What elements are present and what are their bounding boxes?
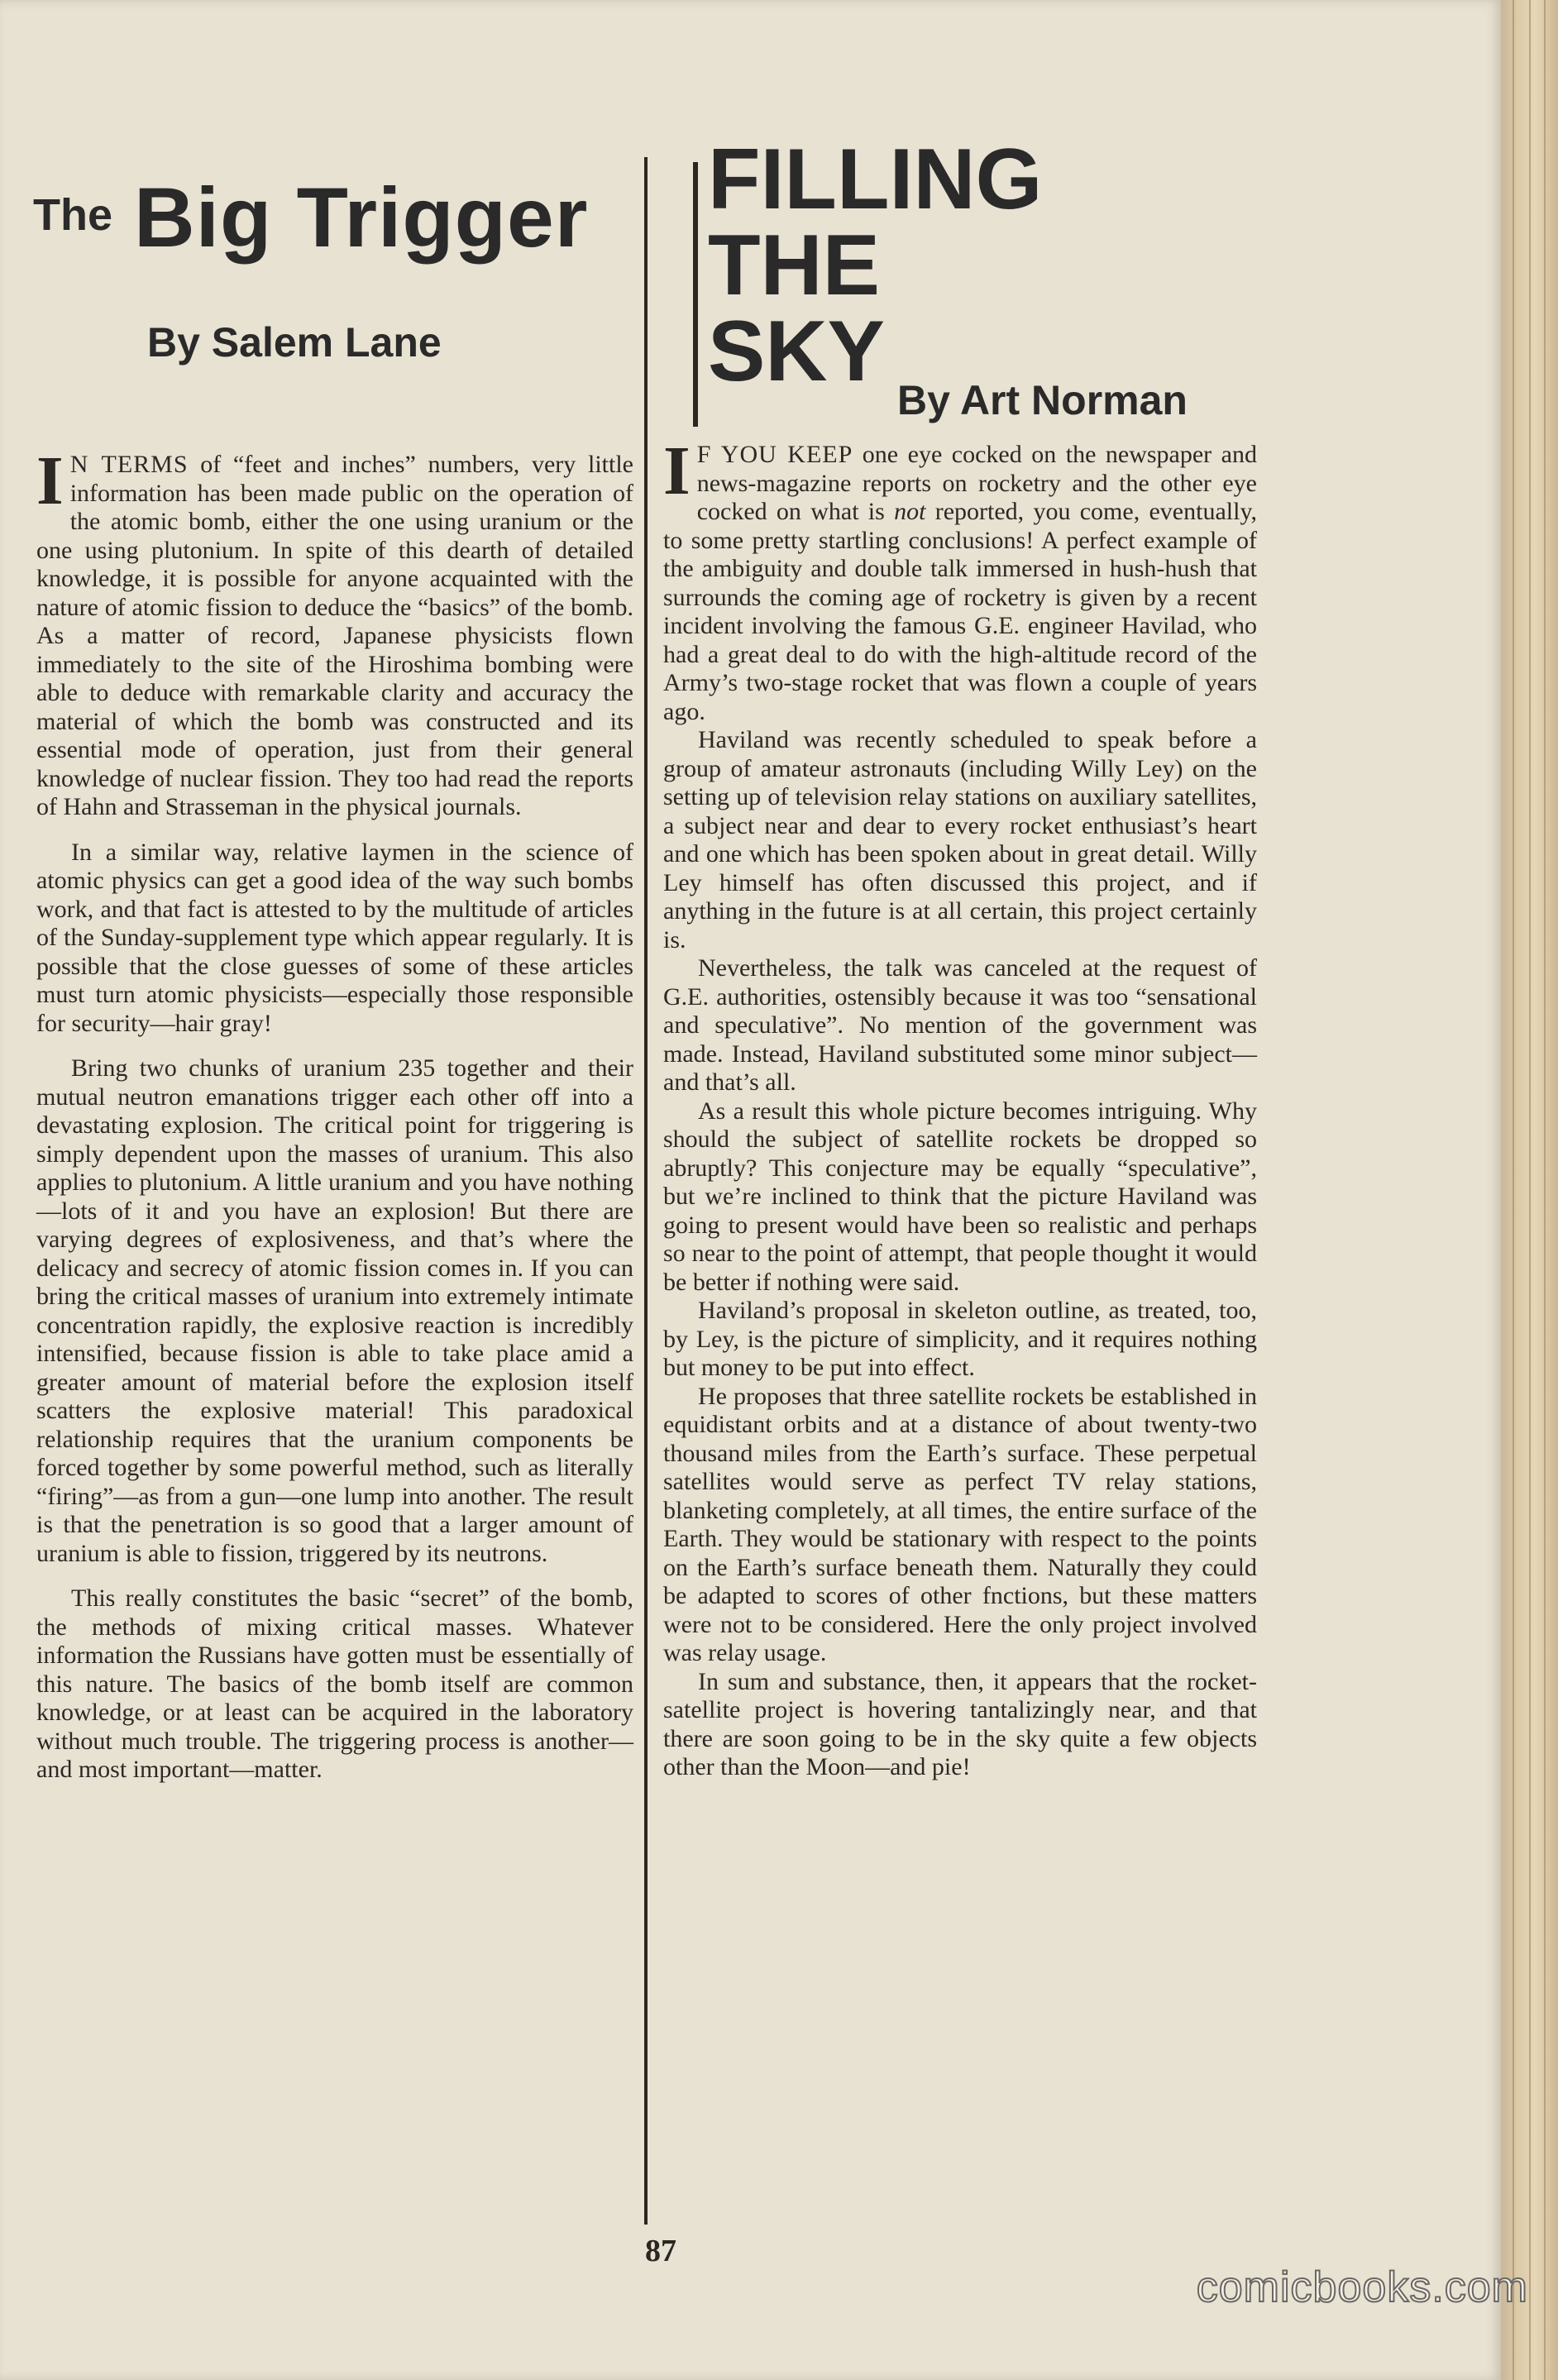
drop-cap: I xyxy=(36,442,64,519)
edge-line xyxy=(1544,0,1546,2380)
watermark: comicbooks.com xyxy=(1196,2263,1528,2311)
paragraph: In sum and substance, then, it appears that the rocket-satellite project is hovering tantalizingly near, and that there are soon going to be in the sky quite a few objects other than the Moon—and pie! xyxy=(663,1667,1257,1780)
paragraph: As a result this whole picture becomes intriguing. Why should the subject of satellite rockets be dropped so abruptly? This conjecture may be equally “speculative”, but we’re inclined to think that the picture Haviland was going to present would have been so realistic and perhaps so near to the point of attempt, that people thought it would be better if nothing were said. xyxy=(663,1097,1257,1296)
drop-cap: I xyxy=(663,433,691,509)
page-edge xyxy=(1501,0,1558,2380)
paragraph: Haviland was recently scheduled to speak before a group of amateur astronauts (including Willy Ley) on the setting up of television relay stations on auxiliary satellites, a subject near and dear to every rocket enthusiast’s heart and one which has been spoken about in great detail. Willy Ley himself has often discussed this project, and if anything in the future is at all certain, this project certainly is. xyxy=(663,726,1257,953)
paragraph: Nevertheless, the talk was canceled at the request of G.E. authorities, ostensibly because it was too “sensational and speculative”. No mention of the government was made. Instead, Haviland substituted some minor subject—and that’s all. xyxy=(663,954,1257,1096)
lead-in: N TERMS xyxy=(69,451,189,478)
paragraph-text: one eye cocked on the newspaper and news-magazine reports on rocketry and the other eye cocked on what is xyxy=(696,441,1257,525)
lead-in: F YOU KEEP xyxy=(696,441,853,468)
edge-line xyxy=(1529,0,1531,2380)
page-number: 87 xyxy=(645,2234,676,2268)
column-divider xyxy=(644,157,648,2225)
emphasis: not xyxy=(894,498,926,525)
paragraph xyxy=(36,442,633,822)
title-line: SKY xyxy=(708,303,885,399)
left-article-title xyxy=(33,170,637,266)
paragraph xyxy=(663,433,1257,726)
paragraph: This really constitutes the basic “secret” of the bomb, the methods of mixing critical masses. Whatever information the Russians have gotten must be essentially of this nature. The basics of the bomb itself are common knowledge, or at least can be acquired in the laboratory without much trouble. The triggering process is another—and most important—matter. xyxy=(36,1584,633,1783)
paragraph-text: reported, you come, eventually, to some pretty startling conclusions! A perfect example of the ambiguity and double talk immersed in hush-hush that surrounds the coming age of rocketry is given by a recent incident involving the famous G.E. engineer Havilad, who had a great deal to do with the high-altitude record of the Army’s two-stage rocket that was flown a couple of years ago. xyxy=(663,498,1257,725)
paragraph: Haviland’s proposal in skeleton outline, as treated, too, by Ley, is the picture of simplicity, and it requires nothing but money to be put into effect. xyxy=(663,1297,1257,1381)
paragraph: In a similar way, relative laymen in the science of atomic physics can get a good idea of the way such bombs work, and that fact is attested to by the multitude of articles of the Sunday-supplement type which appear regularly. It is possible that the close guesses of some of these articles must turn atomic physicists—especially those responsible for security—hair gray! xyxy=(36,838,633,1037)
right-article-title xyxy=(708,131,1043,399)
paragraph-text: of “feet and inches” numbers, very little information has been made public on the operation of the atomic bomb, either the one using uranium or the one using plutonium. In spite of this dearth of detailed knowledge, it is possible for anyone acquainted with the nature of atomic fission to deduce the “basics” of the bomb. As a matter of record, Japanese physicists flown immediately to the site of the Hiroshima bombing were able to deduce with remarkable clarity and accuracy the material of which the bomb was constructed and its essential mode of operation, just from their general knowledge of nuclear fission. They too had read the reports of Hahn and Strasseman in the physical journals. xyxy=(36,451,633,820)
right-article-body xyxy=(663,433,1257,1782)
left-article-body xyxy=(36,442,633,1785)
title-rule xyxy=(693,162,698,427)
paragraph: He proposes that three satellite rockets be established in equidistant orbits and at a distance of about twenty-two thousand miles from the Earth’s surface. These perpetual satellites would serve as perfect TV relay stations, blanketing completely, at all times, the entire surface of the Earth. They would be stationary with respect to the points on the Earth’s surface beneath them. Naturally they could be adapted to scores of other fnctions, but these matters were not to be considered. Here the only project involved was relay usage. xyxy=(663,1382,1257,1666)
title-line: FILLING xyxy=(708,131,1043,227)
edge-line xyxy=(1513,0,1514,2380)
title-prefix: The xyxy=(33,190,113,240)
title-main: Big Trigger xyxy=(134,170,589,265)
left-article-byline: By Salem Lane xyxy=(147,319,442,366)
title-line: THE xyxy=(708,217,880,313)
right-article-byline: By Art Norman xyxy=(897,377,1188,423)
paragraph: Bring two chunks of uranium 235 together and their mutual neutron emanations trigger each other off into a devastating explosion. The critical point for triggering is simply dependent upon the masses of uranium. This also applies to plutonium. A little uranium and you have nothing—lots of it and you have an explosion! But there are varying degrees of explosiveness, and that’s where the delicacy and secrecy of atomic fission comes in. If you can bring the critical masses of uranium into extremely intimate concentration rapidly, the explosive reaction is incredibly intensified, because fission is able to take place amid a greater amount of material before the explosion itself scatters the explosive material! This paradoxical relationship requires that the uranium components be forced together by some powerful method, such as literally “firing”—as from a gun—one lump into another. The result is that the penetration is so good that a larger amount of uranium is able to fission, triggered by its neutrons. xyxy=(36,1054,633,1567)
